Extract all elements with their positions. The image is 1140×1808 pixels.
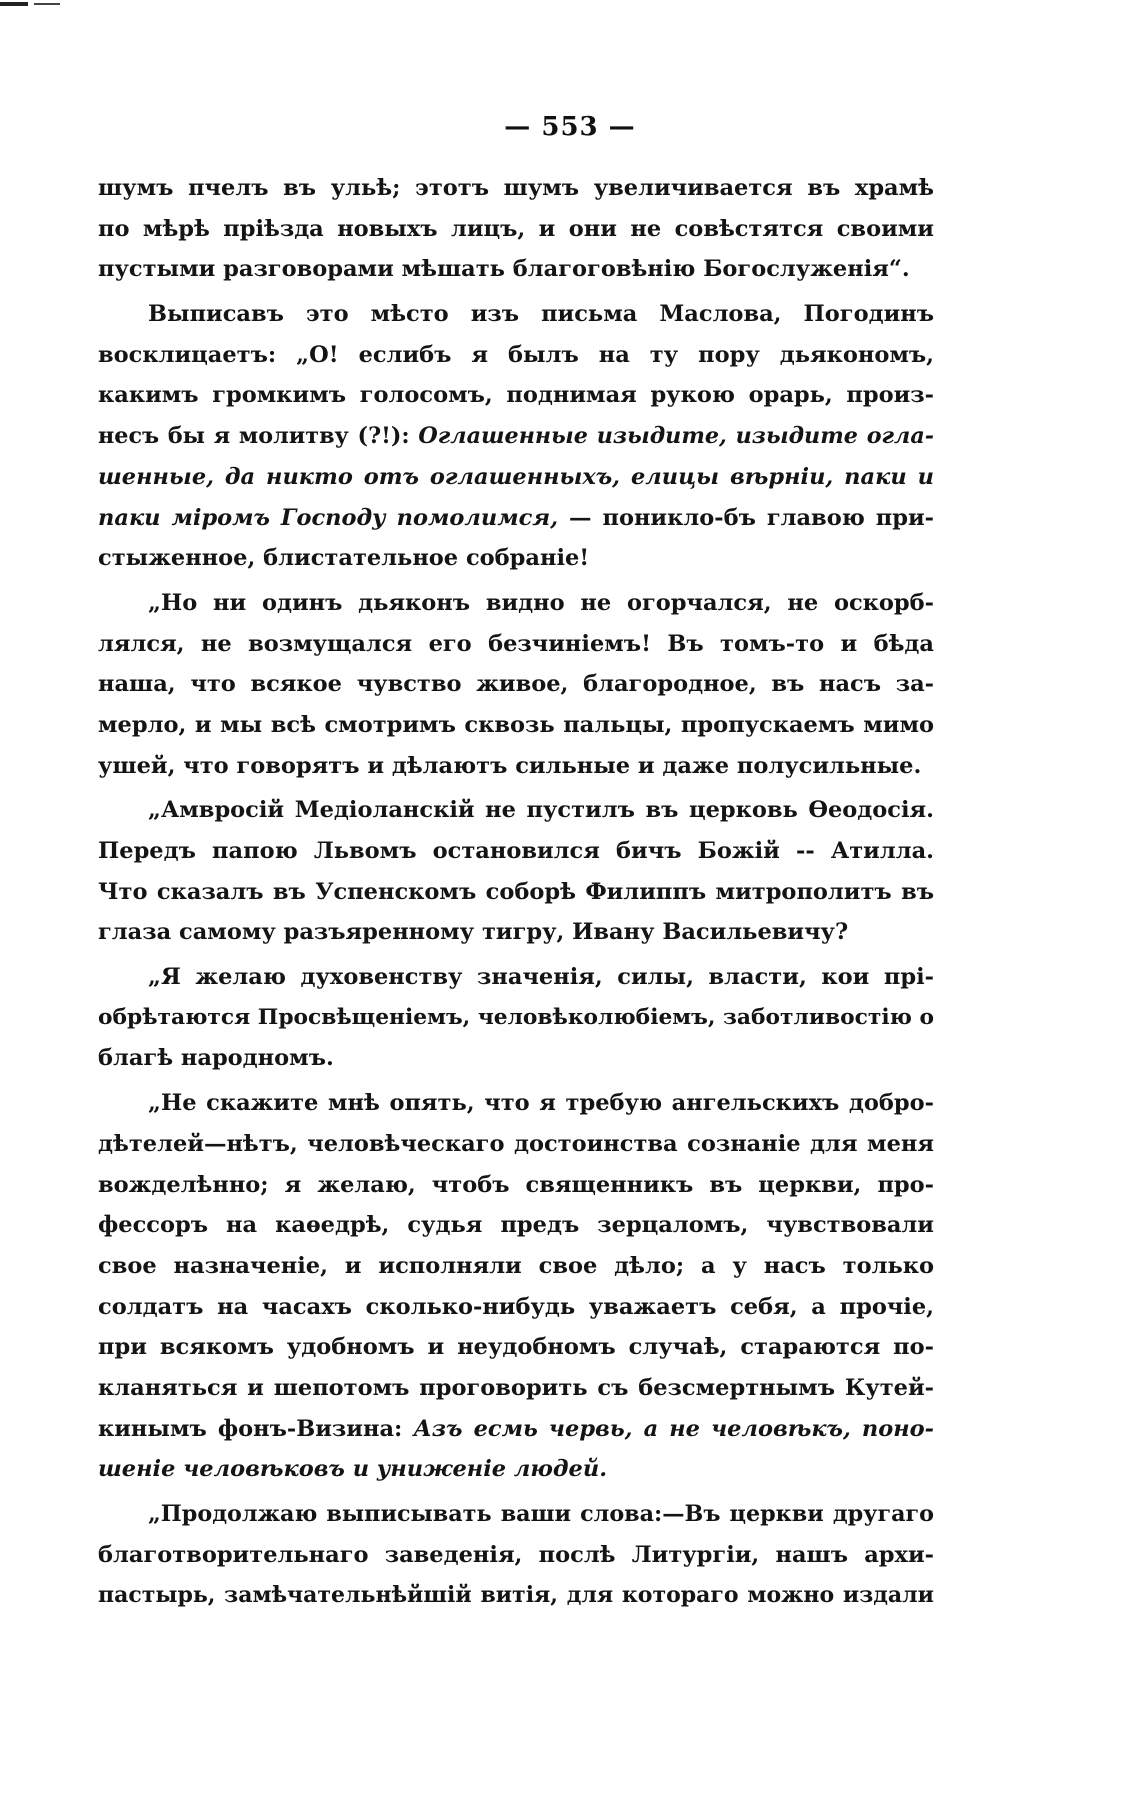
italic-quote: Оглашенные изыдите, изыдите огла- xyxy=(418,423,934,450)
text-line: фессоръ на каѳедрѣ, судья предъ зерцаломъ, чувствовали xyxy=(98,1212,934,1239)
scan-artifact xyxy=(0,2,28,6)
text-line: благотворительнаго заведенія, послѣ Литургіи, нашъ архи- xyxy=(98,1541,934,1568)
text-line: Передъ папою Львомъ остановился бичъ Божій -- Атилла. xyxy=(98,838,934,864)
italic-quote: шеніе человѣковъ и униженіе людей. xyxy=(98,1456,608,1483)
text-line: мерло, и мы всѣ смотримъ сквозь пальцы, пропускаемъ мимо xyxy=(98,711,934,738)
text-line: лялся, не возмущался его безчиніемъ! Въ томъ-то и бѣда xyxy=(98,630,934,657)
italic-quote: Азъ есмь червь, а не человѣкъ, поно- xyxy=(413,1415,934,1442)
text-line: обрѣтаются Просвѣщеніемъ, человѣколюбіемъ, заботливостію о xyxy=(98,1004,934,1030)
text-line xyxy=(98,498,934,539)
text-line: восклицаетъ: „О! еслибъ я былъ на ту пору дьякономъ, xyxy=(98,341,934,368)
text-line: глаза самому разъяренному тигру, Ивану Васильевичу? xyxy=(98,919,849,946)
paragraph-start-line: Выписавъ это мѣсто изъ письма Маслова, Погодинъ xyxy=(148,301,934,328)
text-line: ушей, что говорятъ и дѣлаютъ сильные и даже полусильные. xyxy=(98,752,922,779)
text-line: кланяться и шепотомъ проговорить съ безсмертнымъ Кутей- xyxy=(98,1374,934,1401)
text-line: Что сказалъ въ Успенскомъ соборѣ Филиппъ митрополитъ въ xyxy=(98,878,934,905)
text-line xyxy=(98,1409,934,1450)
text-line: по мѣрѣ пріѣзда новыхъ лицъ, и они не совѣстятся своими xyxy=(98,215,934,242)
paragraph-start-line: „Но ни одинъ дьяконъ видно не огорчался, не оскорб- xyxy=(148,589,934,616)
paragraph-start-line: „Продолжаю выписывать ваши слова:—Въ церкви другаго xyxy=(148,1501,934,1527)
text-line: пустыми разговорами мѣшать благоговѣнію Богослуженія“. xyxy=(98,256,910,283)
paragraph-start-line: „Не скажите мнѣ опять, что я требую ангельскихъ добро- xyxy=(148,1090,934,1117)
paragraph-start-line: „Я желаю духовенству значенія, силы, власти, кои прі- xyxy=(148,964,934,991)
text-fragment: — поникло-бъ главою при- xyxy=(558,504,934,531)
text-line xyxy=(98,1449,934,1490)
text-line: наша, что всякое чувство живое, благородное, въ насъ за- xyxy=(98,671,934,698)
text-line: дѣтелей—нѣтъ, человѣческаго достоинства сознаніе для меня xyxy=(98,1130,934,1157)
text-line xyxy=(98,457,934,498)
text-line: какимъ громкимъ голосомъ, поднимая рукою орарь, произ- xyxy=(98,382,934,409)
text-line xyxy=(98,416,934,457)
text-line: пастырь, замѣчательнѣйшій витія, для котораго можно издали xyxy=(98,1582,934,1609)
text-line: благѣ народномъ. xyxy=(98,1045,334,1072)
paragraph-start-line: „Амвросій Медіоланскій не пустилъ въ церковь Ѳеодосія. xyxy=(148,797,934,824)
text-fragment: кинымъ фонъ-Визина: xyxy=(98,1415,414,1442)
text-fragment: несъ бы я молитву (?!): xyxy=(98,423,419,450)
scan-artifact xyxy=(34,3,60,5)
italic-quote: паки міромъ Господу помолимся, xyxy=(98,504,559,531)
italic-quote: шенные, да никто отъ оглашенныхъ, елицы вѣрніи, паки и xyxy=(98,463,934,490)
page-number: — 553 — xyxy=(504,112,636,142)
text-line: при всякомъ удобномъ и неудобномъ случаѣ, стараются по- xyxy=(98,1334,934,1361)
body-text xyxy=(98,168,934,1616)
text-line: стыженное, блистательное собраніе! xyxy=(98,545,590,572)
text-line: шумъ пчелъ въ ульѣ; этотъ шумъ увеличивается въ храмѣ xyxy=(98,175,934,201)
text-line: вожделѣнно; я желаю, чтобъ священникъ въ церкви, про- xyxy=(98,1171,934,1198)
text-line: свое назначеніе, и исполняли свое дѣло; а у насъ только xyxy=(98,1252,934,1279)
text-line: солдатъ на часахъ сколько-нибудь уважаетъ себя, а прочіе, xyxy=(98,1293,934,1320)
